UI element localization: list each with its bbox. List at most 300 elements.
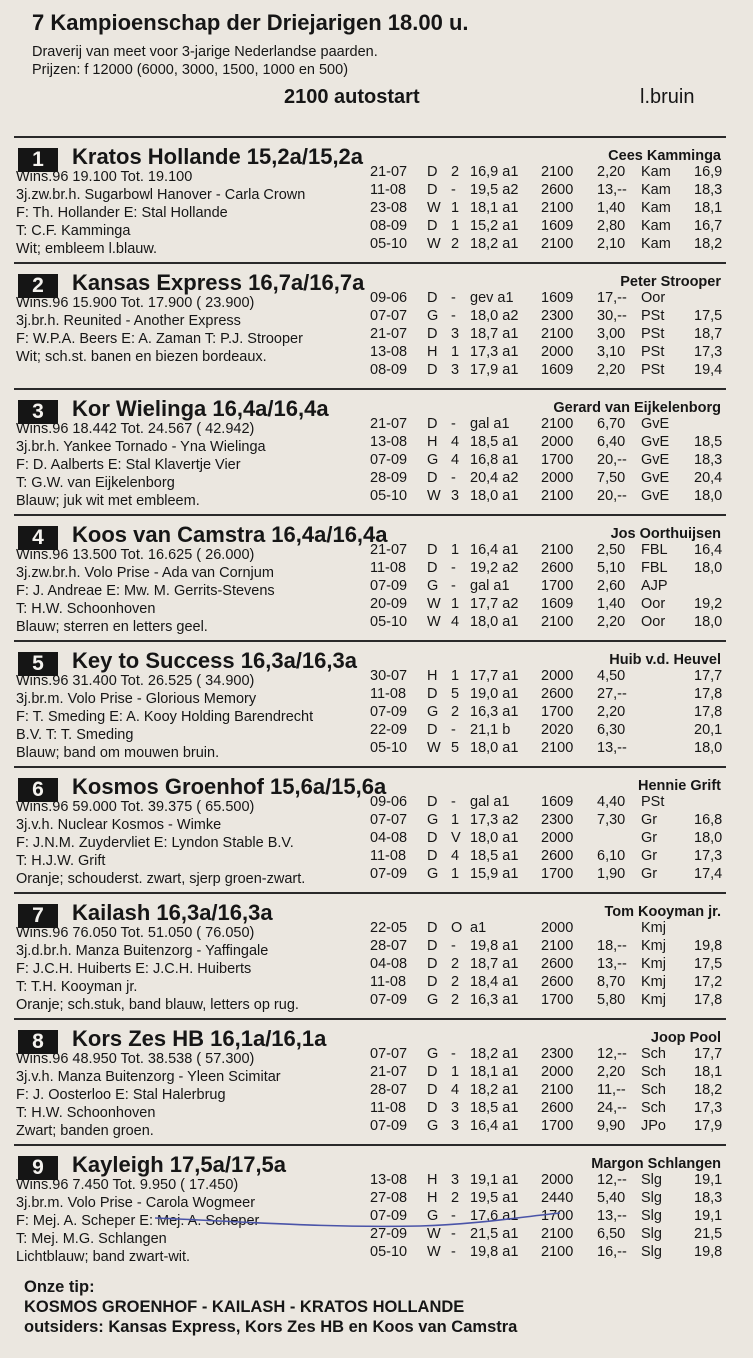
tip-picks: KOSMOS GROENHOF - KAILASH - KRATOS HOLLANDE xyxy=(24,1298,465,1316)
result-win-odds: 1,90 xyxy=(597,866,626,882)
result-time: 19,8 a1 xyxy=(470,938,519,954)
result-date: 11-08 xyxy=(370,974,407,990)
horse-info-line: T: H.W. Schoonhoven xyxy=(16,601,156,617)
result-win-odds: 5,40 xyxy=(597,1190,626,1206)
result-time: gal a1 xyxy=(470,578,510,594)
tip-outsiders: outsiders: Kansas Express, Kors Zes HB en Koos van Camstra xyxy=(24,1318,518,1336)
result-distance: 1700 xyxy=(541,1118,574,1134)
result-time: 18,1 a1 xyxy=(470,1064,519,1080)
result-date: 05-10 xyxy=(370,614,408,630)
result-race-class: W xyxy=(427,1226,441,1242)
section-divider xyxy=(14,262,726,264)
result-driver: PSt xyxy=(641,362,665,378)
result-time: 17,7 a1 xyxy=(470,668,519,684)
result-record: 21,5 xyxy=(694,1226,723,1242)
result-row xyxy=(0,596,753,614)
result-date: 08-09 xyxy=(370,218,408,234)
horse-entry xyxy=(0,136,753,262)
result-record: 19,8 xyxy=(694,1244,723,1260)
result-win-odds: 16,-- xyxy=(597,1244,627,1260)
result-date: 07-09 xyxy=(370,992,408,1008)
result-distance: 1700 xyxy=(541,704,574,720)
result-time: 18,7 a1 xyxy=(470,956,519,972)
result-win-odds: 11,-- xyxy=(597,1082,626,1098)
result-date: 13-08 xyxy=(370,1172,408,1188)
result-row xyxy=(0,452,753,470)
result-win-odds: 18,-- xyxy=(597,938,627,954)
result-driver: Kam xyxy=(641,164,671,180)
result-distance: 1609 xyxy=(541,362,574,378)
horse-info-line: Oranje; sch.stuk, band blauw, letters op rug. xyxy=(16,997,299,1013)
result-position: - xyxy=(451,578,456,594)
result-row xyxy=(0,974,753,992)
horse-info-line: Wins.96 19.100 Tot. 19.100 xyxy=(16,169,193,185)
result-win-odds: 20,-- xyxy=(597,452,627,468)
result-distance: 2100 xyxy=(541,938,574,954)
tip-section xyxy=(24,1277,517,1337)
result-race-class: G xyxy=(427,812,439,828)
result-position: - xyxy=(451,416,456,432)
result-position: 2 xyxy=(451,1190,460,1206)
result-row xyxy=(0,830,753,848)
result-time: 19,8 a1 xyxy=(470,1244,519,1260)
result-record: 20,4 xyxy=(694,470,723,486)
result-driver: Slg xyxy=(641,1226,662,1242)
result-race-class: D xyxy=(427,182,438,198)
result-position: - xyxy=(451,470,456,486)
horse-info-line: 3j.v.h. Nuclear Kosmos - Wimke xyxy=(16,817,222,833)
result-race-class: D xyxy=(427,470,438,486)
result-position: 3 xyxy=(451,488,460,504)
result-record: 17,9 xyxy=(694,1118,723,1134)
result-distance: 1700 xyxy=(541,1208,574,1224)
result-time: 16,8 a1 xyxy=(470,452,519,468)
horse-info-line: F: J. Oosterloo E: Stal Halerbrug xyxy=(16,1087,226,1103)
result-driver: GvE xyxy=(641,470,670,486)
horse-name: Kors Zes HB 16,1a/16,1a xyxy=(72,1026,327,1051)
result-driver: GvE xyxy=(641,416,670,432)
result-distance: 2100 xyxy=(541,1244,574,1260)
result-race-class: G xyxy=(427,1046,439,1062)
section-divider xyxy=(14,514,726,516)
horse-info-line: 3j.br.h. Yankee Tornado - Yna Wielinga xyxy=(16,439,266,455)
result-date: 22-09 xyxy=(370,722,408,738)
result-record: 18,2 xyxy=(694,236,723,252)
result-distance: 2300 xyxy=(541,1046,574,1062)
result-time: 18,0 a1 xyxy=(470,488,519,504)
result-row xyxy=(0,992,753,1010)
result-win-odds: 30,-- xyxy=(597,308,627,324)
result-distance: 2000 xyxy=(541,470,574,486)
result-date: 07-09 xyxy=(370,1118,408,1134)
section-divider xyxy=(14,892,726,894)
horse-info-line: F: J.C.H. Huiberts E: J.C.H. Huiberts xyxy=(16,961,252,977)
result-win-odds: 20,-- xyxy=(597,488,627,504)
result-time: 18,0 a1 xyxy=(470,740,519,756)
result-driver: Gr xyxy=(641,866,658,882)
result-time: 21,1 b xyxy=(470,722,511,738)
result-row xyxy=(0,1100,753,1118)
result-distance: 2100 xyxy=(541,416,574,432)
result-record: 20,1 xyxy=(694,722,723,738)
result-date: 21-07 xyxy=(370,416,408,432)
result-distance: 2600 xyxy=(541,182,574,198)
result-win-odds: 7,50 xyxy=(597,470,626,486)
result-position: 1 xyxy=(451,200,460,216)
result-row xyxy=(0,218,753,236)
result-distance: 2100 xyxy=(541,740,574,756)
result-position: 2 xyxy=(451,236,460,252)
horse-info-line: 3j.br.m. Volo Prise - Glorious Memory xyxy=(16,691,257,707)
result-date: 13-08 xyxy=(370,434,408,450)
result-time: 16,3 a1 xyxy=(470,704,519,720)
result-time: gal a1 xyxy=(470,416,510,432)
result-distance: 1700 xyxy=(541,578,574,594)
result-date: 05-10 xyxy=(370,1244,408,1260)
result-time: 18,5 a1 xyxy=(470,434,519,450)
result-position: - xyxy=(451,938,456,954)
result-distance: 2600 xyxy=(541,974,574,990)
horse-number: 7 xyxy=(18,904,58,928)
result-win-odds: 1,40 xyxy=(597,200,626,216)
result-race-class: G xyxy=(427,1208,439,1224)
result-row xyxy=(0,956,753,974)
result-position: O xyxy=(451,920,463,936)
result-race-class: H xyxy=(427,434,438,450)
result-date: 28-07 xyxy=(370,1082,408,1098)
result-date: 04-08 xyxy=(370,956,408,972)
result-date: 08-09 xyxy=(370,362,408,378)
result-driver: GvE xyxy=(641,452,670,468)
result-date: 07-09 xyxy=(370,704,408,720)
result-driver: Slg xyxy=(641,1190,662,1206)
result-row xyxy=(0,668,753,686)
result-row xyxy=(0,848,753,866)
result-driver: Kam xyxy=(641,218,671,234)
result-position: - xyxy=(451,182,456,198)
result-record: 18,2 xyxy=(694,1082,723,1098)
result-driver: Oor xyxy=(641,614,666,630)
horse-trainer: Huib v.d. Heuvel xyxy=(609,652,721,668)
result-record: 18,0 xyxy=(694,488,723,504)
horse-info-line: Wins.96 31.400 Tot. 26.525 ( 34.900) xyxy=(16,673,255,689)
result-position: 4 xyxy=(451,614,460,630)
result-distance: 2100 xyxy=(541,326,574,342)
result-driver: Gr xyxy=(641,848,658,864)
result-race-class: D xyxy=(427,1064,438,1080)
result-record: 16,9 xyxy=(694,164,723,180)
result-driver: Kmj xyxy=(641,938,666,954)
result-distance: 2300 xyxy=(541,308,574,324)
result-distance: 1700 xyxy=(541,452,574,468)
result-date: 28-07 xyxy=(370,938,408,954)
result-row xyxy=(0,686,753,704)
result-distance: 2000 xyxy=(541,1172,574,1188)
result-win-odds: 6,40 xyxy=(597,434,626,450)
result-time: 21,5 a1 xyxy=(470,1226,519,1242)
result-record: 19,1 xyxy=(694,1208,723,1224)
result-row xyxy=(0,308,753,326)
result-win-odds: 4,50 xyxy=(597,668,626,684)
result-position: 1 xyxy=(451,668,460,684)
result-win-odds: 2,20 xyxy=(597,614,626,630)
result-position: 5 xyxy=(451,740,460,756)
result-date: 11-08 xyxy=(370,560,407,576)
result-date: 07-09 xyxy=(370,578,408,594)
result-distance: 2000 xyxy=(541,434,574,450)
result-driver: Kmj xyxy=(641,974,666,990)
result-date: 28-09 xyxy=(370,470,408,486)
result-race-class: D xyxy=(427,938,438,954)
horse-info-line: 3j.d.br.h. Manza Buitenzorg - Yaffingale xyxy=(16,943,269,959)
result-position: - xyxy=(451,560,456,576)
horse-info-line: Wins.96 15.900 Tot. 17.900 ( 23.900) xyxy=(16,295,255,311)
horse-trainer: Hennie Grift xyxy=(638,778,721,794)
result-time: 20,4 a2 xyxy=(470,470,519,486)
result-position: 4 xyxy=(451,434,460,450)
tip-heading: Onze tip: xyxy=(24,1278,95,1296)
result-record: 17,2 xyxy=(694,974,723,990)
result-win-odds: 6,70 xyxy=(597,416,626,432)
result-race-class: G xyxy=(427,452,439,468)
result-date: 23-08 xyxy=(370,200,408,216)
result-driver: Kam xyxy=(641,200,671,216)
result-win-odds: 2,20 xyxy=(597,704,626,720)
result-driver: Gr xyxy=(641,812,658,828)
result-race-class: D xyxy=(427,1082,438,1098)
result-row xyxy=(0,794,753,812)
result-position: 1 xyxy=(451,344,460,360)
result-win-odds: 2,50 xyxy=(597,542,626,558)
result-row xyxy=(0,614,753,632)
horse-number: 1 xyxy=(18,148,58,172)
section-divider xyxy=(14,136,726,138)
result-distance: 1609 xyxy=(541,290,574,306)
horse-info-line: T: C.F. Kamminga xyxy=(16,223,131,239)
result-record: 18,1 xyxy=(694,200,723,216)
result-time: a1 xyxy=(470,920,487,936)
race-distance: 2100 autostart xyxy=(284,86,420,108)
result-driver: Oor xyxy=(641,596,666,612)
horse-name: Kratos Hollande 15,2a/15,2a xyxy=(72,144,364,169)
result-row xyxy=(0,1064,753,1082)
result-date: 07-09 xyxy=(370,866,408,882)
horse-number: 4 xyxy=(18,526,58,550)
result-race-class: D xyxy=(427,722,438,738)
result-record: 17,7 xyxy=(694,1046,723,1062)
result-time: 18,2 a1 xyxy=(470,236,519,252)
result-race-class: H xyxy=(427,344,438,360)
result-win-odds: 2,20 xyxy=(597,362,626,378)
horse-info-line: T: H.W. Schoonhoven xyxy=(16,1105,156,1121)
result-distance: 2100 xyxy=(541,200,574,216)
result-time: 18,5 a1 xyxy=(470,848,519,864)
horse-name: Key to Success 16,3a/16,3a xyxy=(72,648,357,673)
result-date: 20-09 xyxy=(370,596,408,612)
result-row xyxy=(0,290,753,308)
result-race-class: D xyxy=(427,362,438,378)
result-position: 1 xyxy=(451,1064,460,1080)
result-distance: 2600 xyxy=(541,956,574,972)
result-record: 17,4 xyxy=(694,866,723,882)
result-record: 17,7 xyxy=(694,668,723,684)
horse-info-line: B.V. T: T. Smeding xyxy=(16,727,134,743)
result-time: 17,9 a1 xyxy=(470,362,519,378)
result-date: 30-07 xyxy=(370,668,408,684)
result-record: 18,5 xyxy=(694,434,723,450)
result-row xyxy=(0,416,753,434)
result-win-odds: 2,10 xyxy=(597,236,626,252)
horse-number: 3 xyxy=(18,400,58,424)
horse-entry xyxy=(0,262,753,388)
result-position: - xyxy=(451,1226,456,1242)
result-distance: 2000 xyxy=(541,920,574,936)
result-time: 19,0 a1 xyxy=(470,686,519,702)
result-win-odds: 6,50 xyxy=(597,1226,626,1242)
result-row xyxy=(0,362,753,380)
result-driver: Oor xyxy=(641,290,666,306)
horse-entry xyxy=(0,388,753,514)
result-row xyxy=(0,236,753,254)
result-date: 27-08 xyxy=(370,1190,408,1206)
horse-number: 9 xyxy=(18,1156,58,1180)
result-record: 17,5 xyxy=(694,308,723,324)
horse-info-line: Blauw; sterren en letters geel. xyxy=(16,619,208,635)
result-win-odds: 6,30 xyxy=(597,722,626,738)
horse-info-line: F: J. Andreae E: Mw. M. Gerrits-Stevens xyxy=(16,583,275,599)
horse-info-line: Wins.96 7.450 Tot. 9.950 ( 17.450) xyxy=(16,1177,239,1193)
result-date: 07-09 xyxy=(370,452,408,468)
horse-name: Kosmos Groenhof 15,6a/15,6a xyxy=(72,774,387,799)
result-distance: 2100 xyxy=(541,164,574,180)
result-row xyxy=(0,866,753,884)
result-win-odds: 8,70 xyxy=(597,974,626,990)
result-time: 18,4 a1 xyxy=(470,974,519,990)
horse-entry xyxy=(0,640,753,766)
result-race-class: D xyxy=(427,794,438,810)
result-time: 17,7 a2 xyxy=(470,596,519,612)
result-win-odds: 5,10 xyxy=(597,560,626,576)
horse-info-line: F: J.N.M. Zuydervliet E: Lyndon Stable B.V. xyxy=(16,835,294,851)
result-position: 2 xyxy=(451,704,460,720)
result-date: 07-07 xyxy=(370,812,408,828)
result-win-odds: 6,10 xyxy=(597,848,626,864)
result-win-odds: 13,-- xyxy=(597,956,627,972)
result-race-class: D xyxy=(427,830,438,846)
result-distance: 2100 xyxy=(541,614,574,630)
result-position: 2 xyxy=(451,164,460,180)
result-record: 17,3 xyxy=(694,344,723,360)
result-time: 18,2 a1 xyxy=(470,1046,519,1062)
horse-number: 2 xyxy=(18,274,58,298)
horse-info-line: F: W.P.A. Beers E: A. Zaman T: P.J. Strooper xyxy=(16,331,303,347)
result-date: 09-06 xyxy=(370,290,408,306)
result-position: V xyxy=(451,830,461,846)
horse-info-line: Wins.96 59.000 Tot. 39.375 ( 65.500) xyxy=(16,799,255,815)
section-divider xyxy=(14,388,726,390)
result-win-odds: 5,80 xyxy=(597,992,626,1008)
result-date: 09-06 xyxy=(370,794,408,810)
result-driver: Kmj xyxy=(641,992,666,1008)
result-position: 1 xyxy=(451,218,460,234)
horse-info-line: 3j.v.h. Manza Buitenzorg - Yleen Scimitar xyxy=(16,1069,281,1085)
result-time: 18,1 a1 xyxy=(470,200,519,216)
result-driver: Kam xyxy=(641,182,671,198)
result-driver: Slg xyxy=(641,1172,662,1188)
result-position: 3 xyxy=(451,362,460,378)
result-race-class: D xyxy=(427,542,438,558)
horse-number: 8 xyxy=(18,1030,58,1054)
result-position: - xyxy=(451,1244,456,1260)
result-row xyxy=(0,470,753,488)
result-record: 17,8 xyxy=(694,704,723,720)
result-row xyxy=(0,1118,753,1136)
result-record: 18,3 xyxy=(694,452,723,468)
result-distance: 2000 xyxy=(541,668,574,684)
horse-info-line: Wins.96 18.442 Tot. 24.567 ( 42.942) xyxy=(16,421,255,437)
result-race-class: G xyxy=(427,866,439,882)
result-driver: PSt xyxy=(641,326,665,342)
horse-info-line: Wit; sch.st. banen en biezen bordeaux. xyxy=(16,349,267,365)
result-distance: 2100 xyxy=(541,1082,574,1098)
result-date: 21-07 xyxy=(370,542,408,558)
race-title: 7 Kampioenschap der Driejarigen 18.00 u. xyxy=(32,10,469,35)
section-divider xyxy=(14,640,726,642)
result-win-odds: 13,-- xyxy=(597,182,627,198)
result-time: 19,1 a1 xyxy=(470,1172,519,1188)
result-row xyxy=(0,920,753,938)
result-distance: 1609 xyxy=(541,596,574,612)
result-record: 17,3 xyxy=(694,1100,723,1116)
result-time: 16,4 a1 xyxy=(470,542,519,558)
result-win-odds: 2,60 xyxy=(597,578,626,594)
result-record: 18,0 xyxy=(694,740,723,756)
result-driver: Kmj xyxy=(641,956,666,972)
horse-info-line: Blauw; band om mouwen bruin. xyxy=(16,745,220,761)
horse-info-line: Oranje; schouderst. zwart, sjerp groen-zwart. xyxy=(16,871,306,887)
horse-info-line: Wins.96 13.500 Tot. 16.625 ( 26.000) xyxy=(16,547,255,563)
result-time: 17,3 a2 xyxy=(470,812,519,828)
horse-info-line: 3j.br.m. Volo Prise - Carola Wogmeer xyxy=(16,1195,256,1211)
result-time: 15,2 a1 xyxy=(470,218,519,234)
horse-name: Kailash 16,3a/16,3a xyxy=(72,900,273,925)
result-record: 19,1 xyxy=(694,1172,723,1188)
result-driver: Kam xyxy=(641,236,671,252)
result-race-class: G xyxy=(427,1118,439,1134)
result-row xyxy=(0,740,753,758)
result-date: 27-09 xyxy=(370,1226,408,1242)
result-record: 18,3 xyxy=(694,182,723,198)
result-time: 15,9 a1 xyxy=(470,866,519,882)
result-row xyxy=(0,200,753,218)
result-record: 16,7 xyxy=(694,218,723,234)
result-driver: FBL xyxy=(641,560,668,576)
result-distance: 2100 xyxy=(541,542,574,558)
result-win-odds: 9,90 xyxy=(597,1118,626,1134)
horse-entry xyxy=(0,1144,753,1270)
result-driver: PSt xyxy=(641,344,665,360)
result-date: 07-07 xyxy=(370,308,408,324)
result-position: 3 xyxy=(451,1100,460,1116)
result-date: 07-09 xyxy=(370,1208,408,1224)
result-record: 16,4 xyxy=(694,542,723,558)
result-driver: FBL xyxy=(641,542,668,558)
result-time: 18,0 a1 xyxy=(470,614,519,630)
result-row xyxy=(0,812,753,830)
horse-info-line: Zwart; banden groen. xyxy=(16,1123,154,1139)
result-race-class: W xyxy=(427,200,441,216)
result-race-class: D xyxy=(427,686,438,702)
